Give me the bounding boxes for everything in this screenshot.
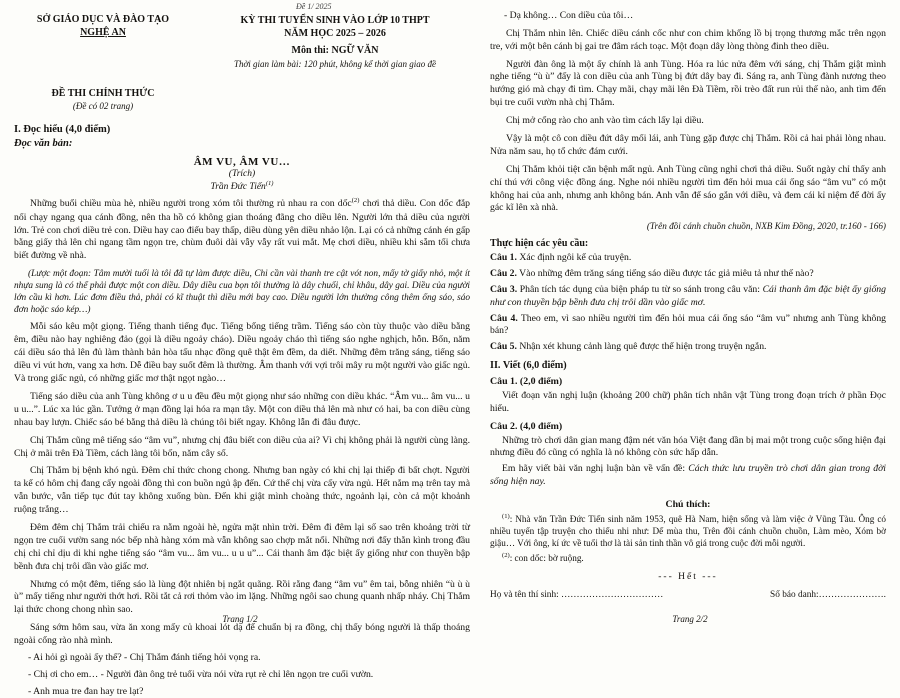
candidate-footer [490, 590, 886, 600]
header-department [14, 14, 192, 39]
exam-header [14, 14, 470, 71]
question-5 [490, 341, 886, 354]
p2-paragraph-5: Chị Thắm khỏi tiệt căn bệnh mất ngủ. Anh Tùng cũng nghỉ chơi thả diều. Suốt ngày chỉ thấy anh chí thú với công việc đồng áng. Nghe nói nhiều người tìm đến hỏi mua cái ống sáo “âm vu” có một không hai của anh, nhưng anh không bán. Anh vẫn để sáo gắn với diều, và đem cái kỉ niệm để đời ấy gác kĩ lên xà nhà. [490, 163, 886, 214]
question-2-label: Câu 2. [490, 268, 517, 280]
section-1-heading: I. Đọc hiểu (4,0 điểm) [14, 124, 111, 136]
exam-subject: Môn thi: NGỮ VĂN [291, 45, 379, 56]
question-3-text: Phân tích tác dụng của biện pháp tu từ so sánh trong câu văn: [517, 283, 763, 295]
question-5-text: Nhận xét khung cảnh làng quê được thể hiện trong truyện ngắn. [516, 341, 767, 353]
footnote-2: $^{(2)}$: con dốc: bờ ruộng. [502, 552, 584, 564]
dialogue-line-1: - Ai hỏi gì ngoài ấy thế? - Chị Thắm đánh tiếng hỏi vọng ra. [28, 651, 261, 663]
exam-code-line-2: (Đề có 02 trang) [72, 101, 134, 112]
question-3-quote: Cái thanh âm đặc biệt ấy giống như con thuyền bập bềnh đưa chị trôi dần vào giấc mơ. [490, 283, 886, 308]
end-mark: --- Hết --- [658, 572, 718, 583]
section-1-subheading: Đọc văn bản: [14, 138, 73, 150]
text-excerpt-label: (Trích) [228, 169, 256, 180]
text-source: (Trên đồi cánh chuồn chuồn, NXB Kim Đồng, 2020, tr.160 - 166) [646, 221, 886, 232]
footnotes-title: Chú thích: [665, 498, 711, 510]
question-4-text: Theo em, vì sao nhiều người tìm đến hỏi mua cái ống sáo “âm vu” nhưng anh Tùng không bán? [490, 312, 887, 337]
question-3 [490, 284, 886, 310]
candidate-number-field: Số báo danh:…………………. [770, 590, 886, 600]
requirements-title: Thực hiện các yêu cầu: [490, 238, 589, 250]
question-1-label: Câu 1. [490, 252, 517, 264]
author-footnote-ref: (1) [265, 180, 274, 188]
department-line-1: SỞ GIÁO DỤC VÀ ĐÀO TẠO [36, 14, 170, 25]
author-name: Trần Đức Tiến [210, 182, 266, 193]
p2-dialogue-1: - Dạ không… Con diều của tôi… [504, 10, 634, 21]
p2-paragraph-1: Chị Thắm nhìn lên. Chiếc diều cánh cốc như con chim khổng lồ bị trọng thương mắc trên ngọn tre, với một bên cánh bị gai tre đâm rách toạc. Một đoạn dây lòng thòng đinh theo diều. [490, 27, 886, 52]
exam-line-2: NĂM HỌC 2025 – 2026 [284, 28, 386, 39]
writing-task-2-label: Câu 2. (4,0 điểm) [490, 420, 563, 432]
question-4-label: Câu 4. [490, 312, 518, 324]
writing-task-2-prompt-lead: Em hãy viết bài văn nghị luận bàn về vấn đề: [502, 463, 689, 475]
page-number-2: Trang 2/2 [672, 614, 708, 624]
paragraph-4: Chị Thắm cũng mê tiếng sáo “âm vu”, nhưng chị đâu biết con diều của ai? Vì chị không phải là người cùng làng. Chị ở mãi trên Đà Tiềm, cách làng tôi bốn, năm cây số. [14, 434, 470, 459]
question-1-text: Xác định ngôi kể của truyện. [516, 252, 632, 264]
paragraph-8: Sáng sớm hôm sau, vừa ăn xong mấy củ khoai lót dạ để chuẩn bị ra đồng, chị thấy bóng người là thấp thoáng ngoài cổng rào nhà mình. [14, 622, 470, 647]
section-2-heading: II. Viết (6,0 điểm) [490, 359, 567, 371]
omitted-passage-note: (Lược một đoạn: Tâm mười tuổi là tôi đã tự làm được diều, Chi cần vài thanh tre cật vót non, mấy tờ giấy nhỏ, một ít nhựa sung là có thể phải được một con diều. Dây diều cua bọn tôi thường là dây chuối, chỉ khâu, dây gai. Diều của người lớn cầu kì hơn. Lúc đơm điều thả, phải có kĩ thuật thì diều mới bay cao. Diều người lớn thường công thêm ống sáo, sáo đơn hoặc sáo kép…) [14, 269, 470, 316]
dialogue-line-2: - Chị ơi cho em… - Người đàn ông trẻ tuổi vừa nói vừa rụt rè chỉ lên ngọn tre cuối vườn. [28, 668, 374, 680]
paragraph-7: Nhưng có một đêm, tiếng sáo là lùng đột nhiên bị ngắt quãng. Rồi rằng đang “âm vu” êm tai, bỗng nhiên “ù ù ù ù” mấy tiếng như người thớt hơi. Rồi tắt cả rơi thỏm vào im lặng. Những ngôi sao chung quanh nhấp nháy. Chị Thắm lại thức chong chong nhìn sao. [14, 578, 470, 616]
writing-task-1-label: Câu 1. (2,0 điểm) [490, 375, 563, 387]
exam-line-1: KỲ THI TUYỂN SINH VÀO LỚP 10 THPT [240, 15, 430, 26]
p2-paragraph-3: Chị mở cổng rào cho anh vào tìm cách lấy lại diều. [506, 115, 704, 127]
p2-paragraph-2: Người đàn ông là một ấy chính là anh Tùng. Hóa ra lúc nửa đêm với sáng, chị Thắm giật mình nghe tiếng “ù ù” đấy là con diều của anh Tùng bị đứt dây bay đi. Sáng ra, anh Tùng đành nương theo hướng gió mà chạy đi tìm. Chạy mãi, chạy mãi lên Đà Tiềm, rồi trèo đất run rủi thế nào, anh tìm đến bụi tre cuối vườn nhà chị Thắm. [490, 58, 886, 109]
paragraph-1: Những buổi chiều mùa hè, nhiều người trong xóm tôi thường rủ nhau ra con dốc$^{(2)}$ chơi thả diều. Con dốc đắp nối chạy ngang qua cánh đồng, nên tha hồ có không gian thoáng đãng cho diều lên. Người lớn thả diều của người lớn. Trẻ con chơi diều trẻ con. Diều hay cao điểu bay thấp, diều dùng yên diều nhảo lộn. Lại có cả những cánh én gấp bằng giấy thả lên chỉ ngang tầm ngọn tre, chùm đuôi dài vẫy vẫy rất vui mắt. Mẹ chơi diều, nhiều khi sẵm tối chưa biết đường về nhà. [14, 197, 470, 262]
candidate-name-field: Họ và tên thí sinh: …………………………… [490, 590, 664, 600]
exam-code-line-1: ĐỀ THI CHÍNH THỨC [51, 87, 155, 99]
dialogue-line-3: - Anh mua tre đan hay tre lạt? [28, 685, 144, 697]
exam-duration: Thời gian làm bài: 120 phút, không kể thời gian giao đề [233, 59, 437, 69]
p2-paragraph-4: Vậy là một cô con diều đứt dây mối lái, anh Tùng gặp được chị Thắm. Rồi cả hai phải lòng nhau. Nửa năm sau, họ tổ chức đám cưới. [490, 133, 886, 157]
question-2 [490, 268, 886, 281]
writing-task-2-prompt-topic: Cách thức lưu truyền trò chơi dân gian trong đời sống hiện nay. [490, 463, 886, 487]
question-5-label: Câu 5. [490, 341, 517, 353]
question-3-label: Câu 3. [490, 283, 518, 295]
department-line-2: NGHỆ AN [80, 26, 126, 38]
header-exam-info [200, 14, 470, 71]
footnote-1: $^{(1)}$: Nhà văn Trần Đức Tiến sinh năm 1953, quê Hà Nam, hiện sống và làm việc ở Vũng Tàu. Ông có nhiều tuyển tập truyện cho thiếu nhi như: Dế mùa thu, Trên đồi cánh chuồn chuồn, Làm mèo, Xóm bờ giậu… Với ông, kí ức về tuổi thơ là tài sản tinh thần vô giá trong cuộc đời mỗi người. [490, 512, 886, 549]
page-top-note: Đề 1/ 2025 [296, 2, 332, 11]
writing-task-2-text: Những trò chơi dân gian mang đậm nét văn hóa Việt đang dần bị mai một trong cuộc sống hiện đại nhưng điều đó cũng có nghĩa là nó không còn sức hấp dẫn. [490, 434, 886, 459]
paragraph-5: Chị Thắm bị bệnh khó ngủ. Đêm chỉ thức chong chong. Nhưng ban ngày có khi chị lại thiếp đi bất chợt. Người ta kể có hôm chị đang cấy ngoài đồng thì con buồn ngủ ập đến. Cứ thế chị vừa cấy vừa ngủ. Hết nắm mạ trên tay mà vẫn bước, vẫn tiếp tục đút tay không xuống bùn. Đến khi giật mình choàng thức, ngoảnh lại, còn cả một khoảnh ruộng trắng… [14, 465, 470, 516]
page-column-right [480, 0, 900, 630]
writing-task-1-text: Viết đoạn văn nghị luận (khoảng 200 chữ) phân tích nhân vật Tùng trong đoạn trích ở phần Đọc hiểu. [490, 389, 886, 414]
text-title: ÂM VU, ÂM VU… [193, 156, 291, 169]
text-author [14, 180, 470, 192]
paragraph-6: Đêm đêm chị Thắm trải chiếu ra nằm ngoài hè, ngửa mặt nhìn trời. Đêm đi đêm lại số sao trên khoảng trời từ ngọn tre cuối vườn sang nóc bếp nhà hàng xóm mà vẫn không sao chợp mắt nổi. Những nơi đấy thằn kình trong đầu chị chỉ chỉ dịu di khi nghe tiếng sáo “âm vu... âm vu... u u u”... Cái thanh âm đặc biệt ấy giống như con thuyền bập bềnh đưa chị trôi dần vào giấc mơ. [14, 521, 470, 572]
question-2-text: Vào những đêm trăng sáng tiếng sáo diều được tác giả miêu tả như thế nào? [516, 268, 814, 280]
question-4 [490, 313, 886, 339]
writing-task-2-prompt [490, 463, 886, 489]
exam-code-block [14, 87, 192, 113]
page-number-1: Trang 1/2 [222, 614, 258, 624]
paragraph-3: Tiếng sáo diều của anh Tùng không ơ u u đều đều một giọng như sáo những con diều khác. “Âm vu... âm vu... u u u...”. Lúc xa lúc gần. Tưởng ở mạn đồng lại hóa ra mạn tây. Một con diều thả lên mà như có hai, ba con diều cùng nhau bay lượn. Chiếc sáo bé bằng thả diều là chúng tôi biết ngay. Không lẫn đi đâu được. [14, 390, 470, 428]
paragraph-2: Mỗi sáo kêu một giọng. Tiếng thanh tiếng đục. Tiếng bổng tiếng trầm. Tiếng sáo còn tùy thuộc vào diều bằng êm, điều nào hay nghiêng đảo (gọi là diều ngoảy cháo). Diều ngoảy cháo thì tiếng sáo nghe nghịch, hỗn. Bốn, năm cái diều sáo thả lên đủ làm thành bản hòa tấu nhạc đồng quê thật êm đềm, da diết. Những đêm trăng sáng, tiếng sáo diều vi vút hơn, vang xa hơn. Dễ điều bay suốt đêm là thường. Âm thanh với vợi trôi mây ru một người vào giấc ngủ. Và trong giấc ngủ, có những giấc mơ thật ngọt ngào… [14, 321, 470, 385]
question-1 [490, 252, 886, 265]
